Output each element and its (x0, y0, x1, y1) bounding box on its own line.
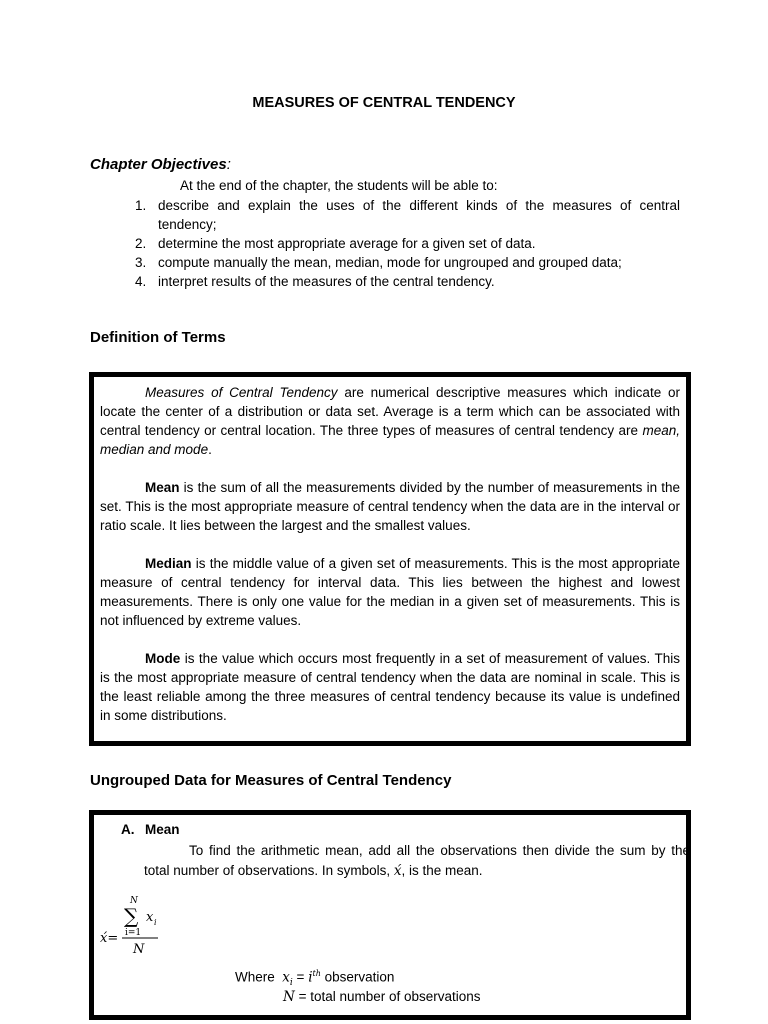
definition-central-tendency: Measures of Central Tendency are numerical descriptive measures which indicate or locate the center of a distribution or data set. Average is a term which can be associated with central tendency or central location. The three types of measures of central tendency are mean, median and mode. (100, 385, 681, 457)
mean-box (89, 810, 691, 1020)
formula-denominator: N (133, 942, 145, 957)
objectives-list (135, 196, 680, 291)
sum-lower-limit: i=1 (125, 928, 142, 938)
where-row-xi: Where $x_i = i^{th}$ observation (235, 969, 395, 989)
list-item: 2. determine the most appropriate average for a given set of data. (135, 236, 536, 251)
sum-term: x (146, 910, 154, 925)
sigma-symbol: ∑ (124, 904, 139, 928)
definition-median: Median is the middle value of a given set of measurements. This is the most appropriate measure of central tendency for interval data. This lies between the highest and lowest measurements. There is only one value for the median in a given set of measurements. This is not influenced by extreme values. (100, 556, 680, 628)
definition-heading: Definition of Terms (90, 329, 226, 346)
formula-lhs: x́= (100, 931, 119, 946)
list-item: 1. describe and explain the uses of the different kinds of the measures of central tendency; (135, 198, 680, 232)
sum-upper-limit: N (130, 896, 138, 906)
list-item: 3. compute manually the mean, median, mode for ungrouped and grouped data; (135, 255, 622, 270)
mean-formula (100, 891, 180, 971)
section-a-heading: A. Mean (121, 822, 180, 837)
page-title: MEASURES OF CENTRAL TENDENCY (252, 95, 516, 111)
list-item: 4. interpret results of the measures of the central tendency. (135, 274, 495, 289)
chapter-objectives-heading: Chapter Objectives: (90, 156, 231, 173)
definitions-box (89, 372, 691, 746)
ungrouped-heading: Ungrouped Data for Measures of Central Tendency (90, 772, 452, 789)
where-row-n: N = total number of observations (283, 989, 481, 1005)
definition-mode: Mode is the value which occurs most frequently in a set of measurement of values. This is the most appropriate measure of central tendency when the data are nominal in scale. This is the least reliable among the three measures of central tendency because its value is undefined in some distributions. (100, 651, 680, 723)
mean-description: To find the arithmetic mean, add all the observations then divide the sum by the total number of observations. In symbols, x́, is the mean. (144, 843, 690, 879)
definition-mean: Mean is the sum of all the measurements divided by the number of measurements in the set. This is the most appropriate measure of central tendency when the data are in the interval or ratio scale. It lies between the largest and the smallest values. (100, 480, 680, 533)
sum-term-subscript: i (154, 918, 157, 927)
objectives-intro: At the end of the chapter, the students will be able to: (180, 178, 498, 193)
